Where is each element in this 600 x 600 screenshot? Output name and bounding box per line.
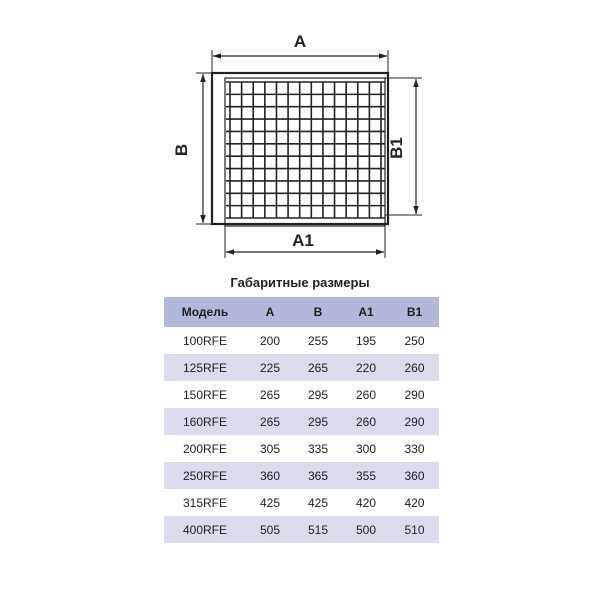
header-model: Модель bbox=[164, 297, 246, 327]
cell-a1: 220 bbox=[342, 354, 390, 381]
cell-b1: 290 bbox=[390, 408, 439, 435]
cell-b: 335 bbox=[307, 441, 329, 456]
dimensions-table bbox=[164, 297, 439, 543]
cell-model: 400RFE bbox=[164, 516, 246, 543]
cell-a1: 195 bbox=[355, 333, 377, 348]
cell-b: 295 bbox=[294, 408, 342, 435]
dimension-b bbox=[172, 73, 212, 224]
cell-model: 125RFE bbox=[164, 354, 246, 381]
cell-b: 255 bbox=[307, 333, 329, 348]
cell-model: 315RFE bbox=[182, 495, 228, 510]
dimension-a-label: A bbox=[293, 32, 307, 51]
table-row bbox=[164, 408, 439, 435]
cell-b1: 510 bbox=[390, 516, 439, 543]
dimension-b-label: B bbox=[172, 143, 191, 157]
header-a: A bbox=[246, 297, 294, 327]
grille-inner-flange bbox=[225, 78, 385, 226]
table-header-row bbox=[164, 297, 439, 327]
cell-a: 200 bbox=[259, 333, 281, 348]
cell-a1: 500 bbox=[342, 516, 390, 543]
table-row bbox=[164, 327, 439, 354]
table-row bbox=[164, 381, 439, 408]
table-row bbox=[164, 489, 439, 516]
header-a1: A1 bbox=[342, 297, 390, 327]
cell-b: 265 bbox=[294, 354, 342, 381]
cell-b1: 250 bbox=[404, 333, 425, 348]
cell-b: 425 bbox=[307, 495, 329, 510]
cell-a1: 420 bbox=[355, 495, 377, 510]
cell-a: 360 bbox=[246, 462, 294, 489]
cell-a1: 300 bbox=[355, 441, 377, 456]
dimension-a1-label: A1 bbox=[292, 231, 314, 250]
cell-a1: 355 bbox=[342, 462, 390, 489]
table-caption: Габаритные размеры bbox=[230, 275, 370, 290]
table-row bbox=[164, 516, 439, 543]
cell-a1: 260 bbox=[355, 387, 377, 402]
table-row bbox=[164, 462, 439, 489]
header-b1: B1 bbox=[390, 297, 439, 327]
cell-a: 305 bbox=[259, 441, 281, 456]
cell-a: 425 bbox=[259, 495, 281, 510]
cell-a: 265 bbox=[259, 387, 281, 402]
cell-model: 200RFE bbox=[182, 441, 228, 456]
table-row bbox=[164, 435, 439, 462]
cell-b: 365 bbox=[294, 462, 342, 489]
header-b: B bbox=[294, 297, 342, 327]
cell-b1: 420 bbox=[404, 495, 425, 510]
grille-dimension-drawing bbox=[0, 0, 600, 260]
cell-b1: 260 bbox=[390, 354, 439, 381]
dimension-b1 bbox=[385, 78, 422, 215]
dimension-b1-label: B1 bbox=[387, 137, 406, 159]
cell-a: 225 bbox=[246, 354, 294, 381]
cell-b: 515 bbox=[294, 516, 342, 543]
cell-model: 160RFE bbox=[164, 408, 246, 435]
cell-model: 150RFE bbox=[182, 387, 228, 402]
cell-model: 250RFE bbox=[164, 462, 246, 489]
cell-a1: 260 bbox=[342, 408, 390, 435]
cell-a: 265 bbox=[246, 408, 294, 435]
cell-b1: 360 bbox=[390, 462, 439, 489]
cell-a: 505 bbox=[246, 516, 294, 543]
cell-b1: 330 bbox=[404, 441, 425, 456]
cell-b1: 290 bbox=[404, 387, 425, 402]
dimension-a bbox=[212, 32, 388, 73]
dimension-a1 bbox=[225, 226, 385, 258]
cell-b: 295 bbox=[307, 387, 329, 402]
grille-mesh bbox=[226, 82, 385, 218]
table-row bbox=[164, 354, 439, 381]
cell-model: 100RFE bbox=[182, 333, 228, 348]
